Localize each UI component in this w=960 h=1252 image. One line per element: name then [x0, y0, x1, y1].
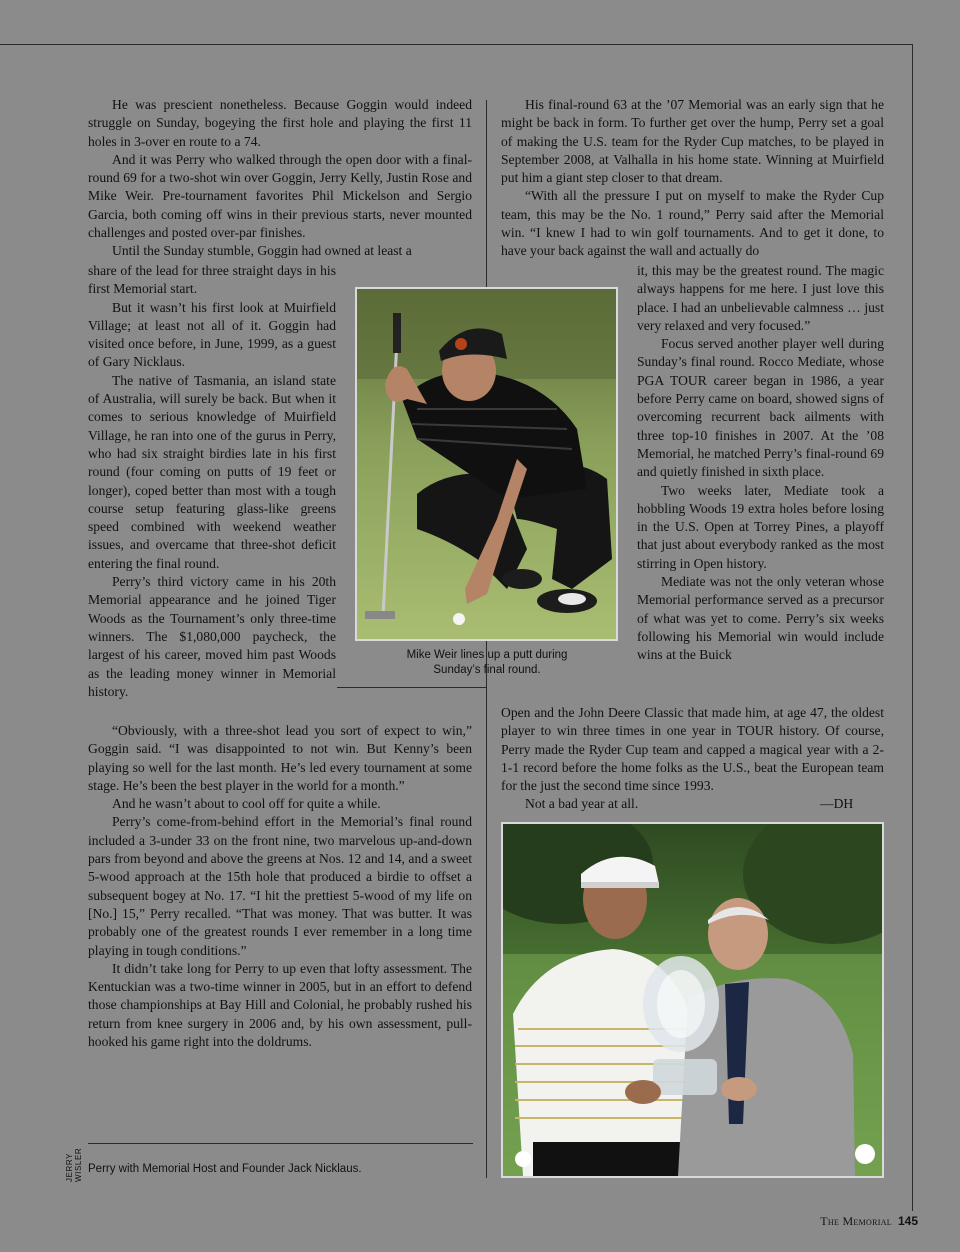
paragraph: And he wasn’t about to cool off for quite a while.	[112, 796, 381, 812]
paragraph: Open and the John Deere Classic that made him, at age 47, the oldest player to win three times in one year in TOUR history. Of course, Perry made the Ryder Cup team and capped a magical year with a 2-1-1 record before the home folks as the U.S., beat the European team for the just the second time since 1993.	[501, 705, 884, 794]
col1-top-text	[88, 96, 472, 261]
paragraph: “With all the pressure I put on myself to make the Ryder Cup team, this may be the No. 1 round,” Perry said after the Memorial win. “I knew I had to win golf tournaments. And to get it done, to have your back against the wall and actually do	[501, 188, 884, 259]
col1-bottom-text	[88, 722, 472, 1051]
caption-rule	[337, 687, 486, 688]
page-number: 145	[897, 1214, 918, 1228]
photo-perry-nicklaus	[501, 822, 884, 1178]
paragraph: Two weeks later, Mediate took a hobbling Woods 19 extra holes before losing in the U.S. Open at Torrey Pines, a playoff that just about everybody ranked as the most stirring in Open history.	[637, 482, 884, 571]
right-rule	[912, 44, 913, 1211]
paragraph: share of the lead for three straight days in his first Memorial start.	[88, 263, 336, 297]
photo-credit: JERRY WISLER	[65, 1147, 83, 1182]
trophy-presentation-illustration	[503, 824, 882, 1176]
paragraph: He was prescient nonetheless. Because Goggin would indeed struggle on Sunday, bogeying the first hole and playing the first 11 holes in 3-over en route to a 74.	[88, 97, 472, 149]
col2-top-text	[501, 96, 884, 261]
paragraph: The native of Tasmania, an island state of Australia, will surely be back. But when it comes to serious knowledge of Muirfield Village, he ran into one of the gurus in Perry, who had six straight birdies late in his first round (four coming on putts of 19 feet or longer), coped better than most with a tough course setup featuring glass-like greens speed combined with weekend weather issues, and overcame that three-shot deficit entering the final round.	[88, 372, 336, 571]
col1-narrow-text	[88, 262, 336, 701]
paragraph: It didn’t take long for Perry to up even that lofty assessment. The Kentuckian was a two-time winner in 2005, but in an effort to defend those championships at Bay Hill and Colonial, he probably rushed his return from knee surgery in 2006 and, by his own assessment, pull-hooked his game right into the doldrums.	[88, 960, 472, 1050]
golfer-putting-illustration	[357, 289, 616, 639]
col2-narrow-text	[637, 262, 884, 665]
paragraph: And it was Perry who walked through the open door with a final-round 69 for a two-shot win over Goggin, Jerry Kelly, Justin Rose and Mike Weir. Pre-tournament favorites Phil Mickelson and Sergio Garcia, both coming off wins in their previous starts, never mounted challenges and posted over-par finishes.	[88, 151, 472, 241]
magazine-name: The Memorial	[820, 1214, 892, 1228]
caption-mike-weir: Mike Weir lines up a putt during Sunday’s final round.	[406, 649, 568, 676]
paragraph: Focus served another player well during Sunday’s final round. Rocco Mediate, whose PGA TOUR career began in 1986, a year before Perry came on board, showed signs of overcoming recurrent back ailments with three top-10 finishes in 2007. At the ’08 Memorial, he matched Perry’s final-round 69 and quietly finished in sixth place.	[637, 336, 884, 480]
caption-perry-nicklaus: Perry with Memorial Host and Founder Jack Nicklaus.	[88, 1163, 362, 1175]
paragraph: His final-round 63 at the ’07 Memorial was an early sign that he might be back in form. To further get over the hump, Perry set a goal of making the U.S. team for the Ryder Cup matches, to be played in September 2008, at Valhalla in his home state. Winning at Muirfield put him a giant step closer to that dream.	[501, 97, 884, 186]
paragraph: Perry’s come-from-behind effort in the Memorial’s final round included a 3-under 33 on the front nine, two marvelous up-and-down pars from beyond and above the greens at Nos. 12 and 14, and a sweet 5-wood approach at the 15th hole that produced a birdie to offset a subsequent bogey at No. 17. “I hit the prettiest 5-wood of my life on [No.] 15,” Perry recalled. “That was money. That was butter. It was probably one of the greatest rounds I ever remember in a long time playing in tough conditions.”	[88, 814, 472, 958]
photo-mike-weir	[355, 287, 618, 641]
author-signature: —DH	[820, 796, 854, 811]
caption-rule	[88, 1143, 473, 1144]
paragraph: But it wasn’t his first look at Muirfield Village; at least not all of it. Goggin had visited once before, in June, 1999, as a guest of Gary Nicklaus.	[88, 299, 336, 370]
paragraph: Until the Sunday stumble, Goggin had owned at least a	[112, 243, 412, 259]
paragraph: Mediate was not the only veteran whose Memorial performance served as a precursor of what was yet to come. Perry’s six weeks following his Memorial win would include wins at the Buick	[637, 574, 884, 663]
paragraph: Perry’s third victory came in his 20th Memorial appearance and he joined Tiger Woods as the Tournament’s only three-time winners. The $1,080,000 paycheck, the largest of his career, moved him past Woods as the leading money winner in Memorial history.	[88, 574, 336, 699]
top-rule	[0, 44, 912, 45]
paragraph: Not a bad year at all.	[525, 796, 639, 812]
paragraph: it, this may be the greatest round. The magic always happens for me here. I just love this place. I had an unbelievable calmness … just very relaxed and very focused.”	[637, 263, 884, 333]
page-footer	[820, 1214, 918, 1229]
paragraph: “Obviously, with a three-shot lead you sort of expect to win,” Goggin said. “I was disappointed to not win. But Kenny’s been playing so well for the last month. He’s led every tournament at some stage. He’s been the best player in the world for a month.”	[88, 723, 472, 793]
